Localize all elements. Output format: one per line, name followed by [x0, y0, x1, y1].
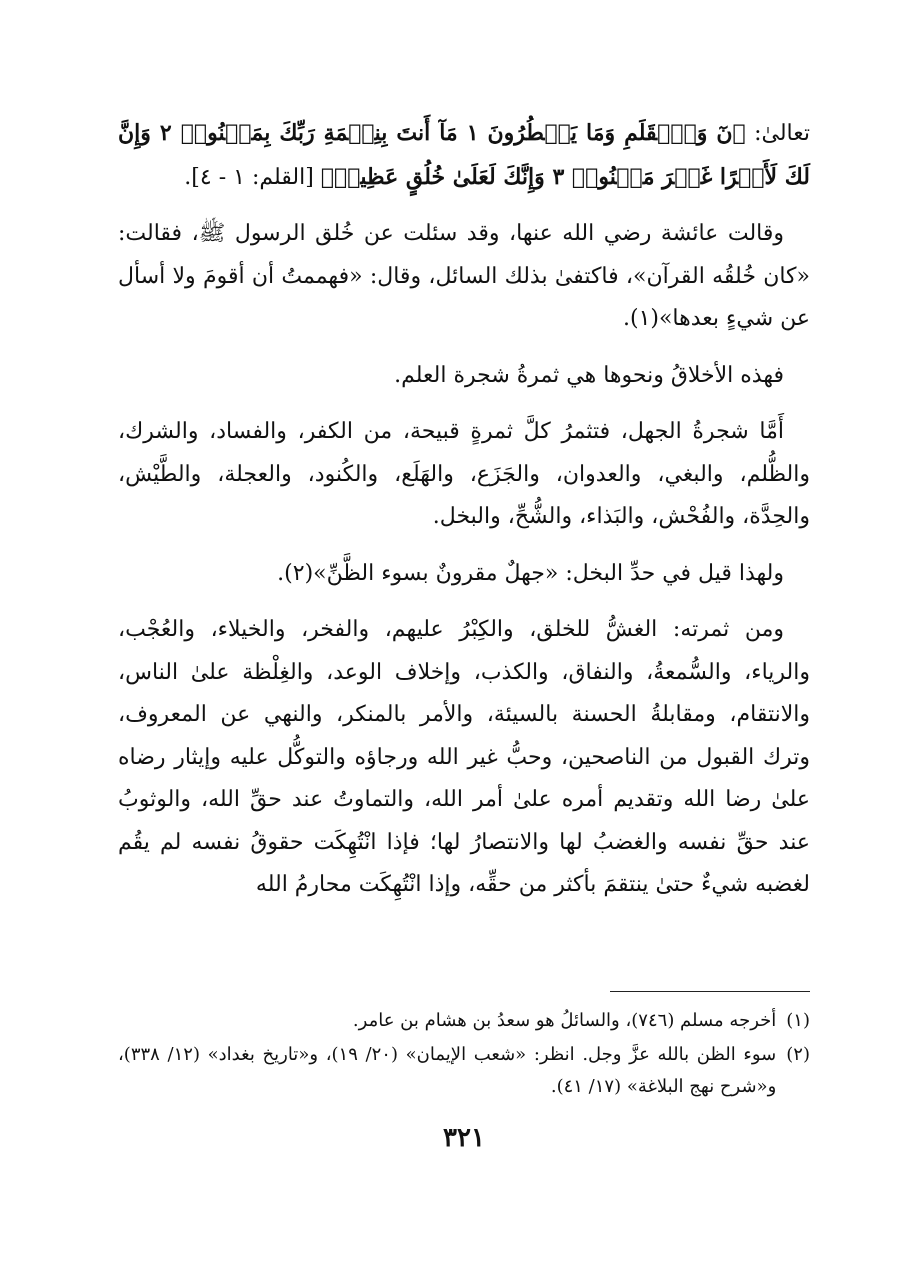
book-page: [118, 112, 810, 1271]
footnote-number: (٢): [786, 1044, 810, 1065]
footnote-number: (١): [786, 1010, 810, 1031]
verse-reference: [القلم: ١ - ٤].: [184, 164, 321, 190]
verse-intro: تعالىٰ:: [745, 121, 810, 146]
footnote-divider: [610, 991, 810, 992]
paragraph-stinginess-definition: ولهذا قيل في حدِّ البخل: «جهلٌ مقرونٌ بسوء الظَّنِّ»(٢).: [277, 560, 784, 586]
footnote-text: سوء الظن بالله عزَّ وجل. انظر: «شعب الإيمان» (٢٠/ ١٩)، و«تاريخ بغداد» (١٢/ ٣٣٨)، و«شرح نهج البلاغة» (١٧/ ٤١).: [118, 1044, 777, 1097]
quran-verse: ﴿نٓ وَٱلۡقَلَمِ وَمَا يَسۡطُرُونَ ١ مَآ أَنتَ بِنِعۡمَةِ رَبِّكَ بِمَجۡنُونٖ ٢ وَإِنَّ لَكَ لَأَجۡرًا غَيۡرَ مَمۡنُونٖ ٣ وَإِنَّكَ لَعَلَىٰ خُلُقٍ عَظِيمٖ﴾: [118, 120, 810, 190]
paragraph-tree-of-ignorance: أَمَّا شجرةُ الجهل، فتثمرُ كلَّ ثمرةٍ قبيحة، من الكفر، والفساد، والشرك، والظُّلم، والبغي، والعدوان، والجَزَع، والهَلَع، والكُنود، والعجلة، والطَّيْش، والحِدَّة، والفُحْش، والبَذاء، والشُّحِّ، والبخل.: [118, 419, 811, 529]
paragraph-fruits-list: ومن ثمرته: الغشُّ للخلق، والكِبْرُ عليهم، والفخر، والخيلاء، والعُجْب، والرياء، والسُّمعةُ، والنفاق، والكذب، وإخلاف الوعد، والغِلْظة علىٰ الناس، والانتقام، ومقابلةُ الحسنة بالسيئة، والأمر بالمنكر، والنهي عن المعروف، وترك القبول من الناصحين، وحبُّ غير الله ورجاؤه والتوكُّل عليه وإيثار رضاه علىٰ رضا الله وتقديم أمره علىٰ أمر الله، والتماوتُ عند حقِّ الله، والوثوبُ عند حقِّ نفسه والغضبُ لها والانتصارُ لها؛ فإذا انْتُهِكَت حقوقُ نفسه لم يقُم لغضبه شيءٌ حتىٰ ينتقمَ بأكثر من حقِّه، وإذا انْتُهِكَت محارمُ الله: [118, 617, 810, 897]
page-number: ٣٢١: [443, 1123, 485, 1153]
paragraph-aisha-hadith: وقالت عائشة رضي الله عنها، وقد سئلت عن خُلق الرسول ﷺ، فقالت: «كان خُلقُه القرآن»، فاكتفىٰ بذلك السائل، وقال: «فهممتُ أن أقومَ ولا أسأل عن شيءٍ بعدها»(١).: [118, 221, 810, 331]
footnote-text: أخرجه مسلم (٧٤٦)، والسائلُ هو سعدُ بن هشام بن عامر.: [352, 1010, 777, 1031]
footnote-2: [118, 1039, 810, 1103]
paragraph-fruit-of-knowledge: فهذه الأخلاقُ ونحوها هي ثمرةُ شجرة العلم.: [394, 362, 784, 388]
main-text: [118, 112, 810, 907]
paragraph-quran-verse: [118, 112, 810, 199]
footnote-1: [118, 1005, 810, 1037]
footnotes: [118, 1005, 810, 1105]
